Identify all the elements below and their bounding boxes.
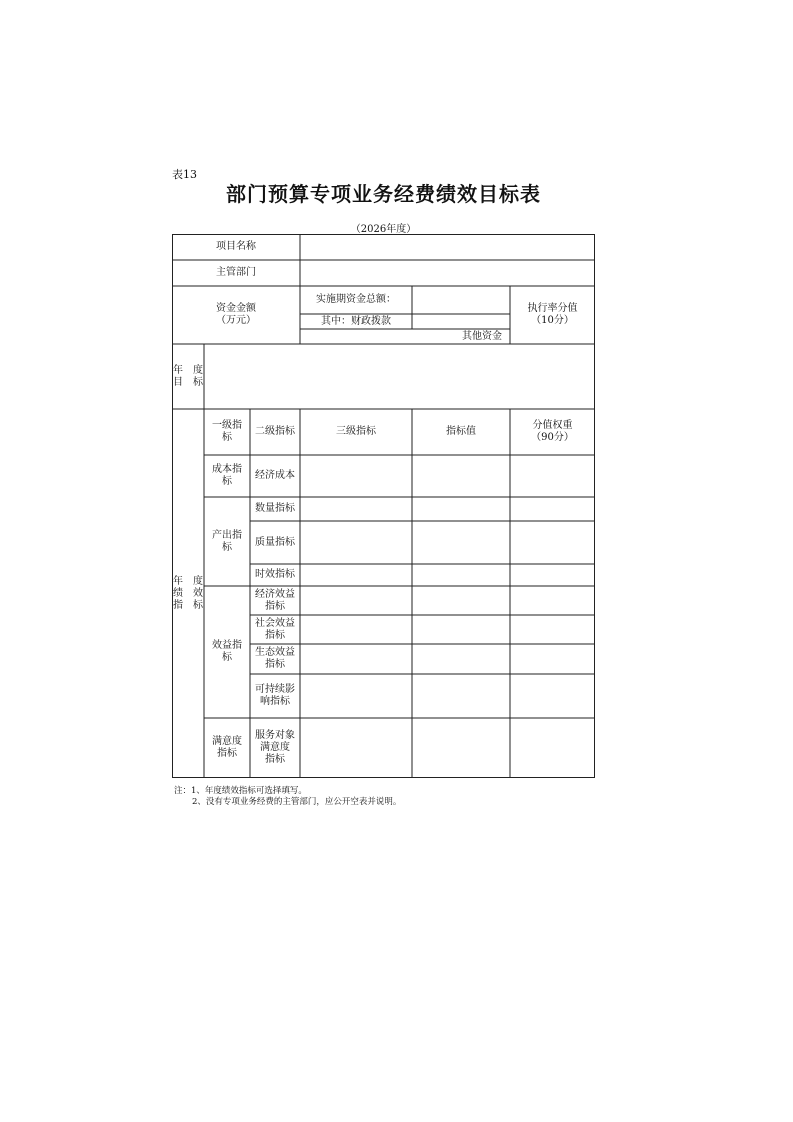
col-header-value: 指标值 [446,426,476,437]
cost-indicator-label: 成本指 标 [212,464,242,487]
service-satisfaction-label: 服务对象 满意度 指标 [255,730,295,765]
footnotes [174,786,401,808]
total-funds-label: 实施期资金总额： [316,294,396,305]
project-name-value[interactable] [300,234,595,260]
annual-performance-indicators-label: 年 度 绩 效 指 标 [173,575,203,611]
col-header-level2: 二级指标 [255,426,295,437]
col-header-level3: 三级指标 [336,426,376,437]
department-label: 主管部门 [216,267,256,278]
annual-goal-label: 年 度 目 标 [173,364,203,388]
quality-indicator-label: 质量指标 [255,536,295,548]
satisfaction-indicator-label: 满意度 指标 [212,736,242,759]
project-name-label: 项目名称 [216,241,256,252]
col-header-weight: 分值权重 （90分） [531,420,574,443]
table-number: 表13 [172,168,197,181]
performance-target-form [172,234,595,778]
economic-benefit-label: 经济效益 指标 [255,588,295,612]
sustainability-label: 可持续影 响指标 [255,684,295,707]
fiscal-funds-label: 其中：财政拨款 [321,315,391,327]
timeliness-indicator-label: 时效指标 [255,569,295,580]
department-value[interactable] [300,260,595,286]
year-label: （2026年度） [350,224,417,235]
annual-goal-value[interactable] [204,344,595,409]
social-benefit-label: 社会效益 指标 [255,617,295,641]
output-indicator-label: 产出指 标 [212,529,242,553]
footnote-2: 2、没有专项业务经费的主管部门，应公开空表并说明。 [192,797,402,807]
total-funds-value[interactable] [412,286,510,329]
funds-label: 资金金额 （万元） [216,303,256,326]
quantity-indicator-label: 数量指标 [255,503,295,514]
other-funds-label: 其他资金 [462,330,502,342]
execution-rate-label: 执行率分值 （10分） [527,303,578,326]
economic-cost-label: 经济成本 [255,470,295,481]
footnote-1: 注：1、年度绩效指标可选择填写。 [174,786,307,796]
benefit-indicator-label: 效益指 标 [212,640,242,663]
page-title: 部门预算专项业务经费绩效目标表 [226,182,541,206]
ecological-benefit-label: 生态效益 指标 [255,647,295,670]
col-header-level1: 一级指 标 [212,420,242,443]
